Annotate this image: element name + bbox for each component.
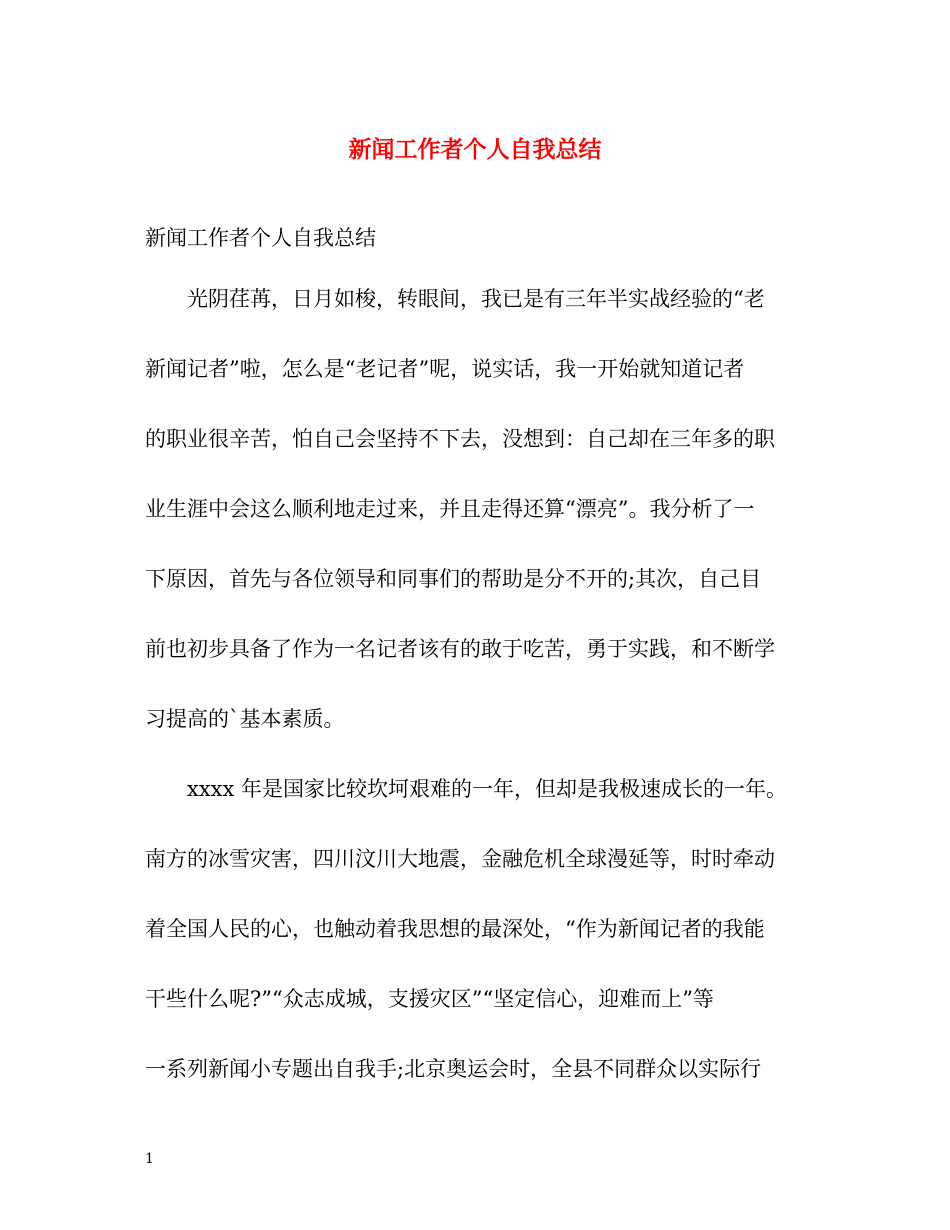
paragraph-line: 新闻记者”啦，怎么是“老记者”呢，说实话，我一开始就知道记者 bbox=[145, 357, 745, 381]
paragraph-line: 习提高的`基本素质。 bbox=[145, 707, 345, 731]
document-title: 新闻工作者个人自我总结 bbox=[348, 136, 602, 163]
paragraph-line: 业生涯中会这么顺利地走过来，并且走得还算“漂亮”。我分析了一 bbox=[145, 497, 755, 521]
paragraph-line: 干些什么呢?”“众志成城，支援灾区”“坚定信心，迎难而上”等 bbox=[145, 987, 714, 1011]
paragraph-line: 光阴荏苒，日月如梭，转眼间，我已是有三年半实战经验的“老 bbox=[145, 287, 765, 311]
page-number: 1 bbox=[145, 1151, 154, 1167]
paragraph-line: 前也初步具备了作为一名记者该有的敢于吃苦，勇于实践，和不断学 bbox=[145, 637, 775, 661]
paragraph-line: 的职业很辛苦，怕自己会坚持不下去，没想到：自己却在三年多的职 bbox=[145, 427, 775, 451]
paragraph-line: 着全国人民的心，也触动着我思想的最深处，“作为新闻记者的我能 bbox=[145, 917, 765, 941]
document-subtitle: 新闻工作者个人自我总结 bbox=[145, 226, 376, 250]
paragraph-line: 一系列新闻小专题出自我手;北京奥运会时，全县不同群众以实际行 bbox=[145, 1057, 762, 1081]
paragraph-line: 下原因，首先与各位领导和同事们的帮助是分不开的;其次，自己目 bbox=[145, 567, 762, 591]
paragraph-line: 南方的冰雪灾害，四川汶川大地震，金融危机全球漫延等，时时牵动 bbox=[145, 847, 775, 871]
paragraph-line: xxxx 年是国家比较坎坷艰难的一年，但却是我极速成长的一年。 bbox=[145, 777, 788, 801]
